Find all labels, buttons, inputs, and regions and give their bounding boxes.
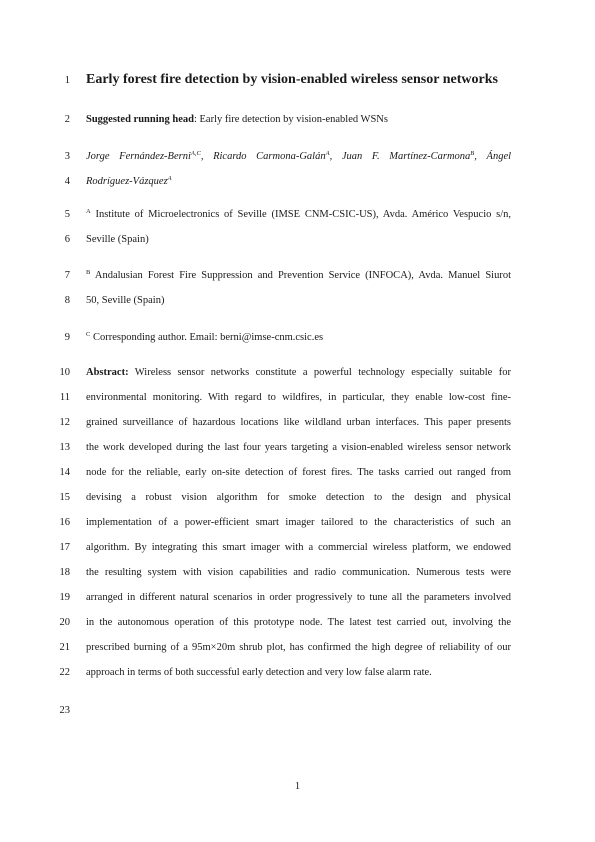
line-number: 12 xyxy=(59,417,70,428)
line-number: 2 xyxy=(64,114,70,125)
line-number: 21 xyxy=(59,642,70,653)
abstract-line: arranged in different natural scenarios in order progressively to tune all the parameters involved xyxy=(86,592,511,603)
affiliation-continued: 50, Seville (Spain) xyxy=(86,295,165,306)
author: Ricardo Carmona-Galán$^A$, xyxy=(213,150,333,162)
line-number: 19 xyxy=(59,592,70,603)
line-number: 6 xyxy=(64,234,70,245)
line-number: 4 xyxy=(64,176,70,187)
line-number: 3 xyxy=(64,151,70,162)
author: Ángel xyxy=(486,151,512,162)
affiliation: $^A$ Institute of Microelectronics of Seville (IMSE CNM-CSIC-US), Avda. Américo Vespucio s/n, xyxy=(86,208,512,220)
corresponding-author: $^C$ Corresponding author. Email: berni@imse-cnm.csic.es xyxy=(86,331,324,343)
line-number: 20 xyxy=(59,617,70,628)
author: Juan F. Martínez-Carmona$^B$, xyxy=(341,150,477,162)
line-number: 17 xyxy=(59,542,70,553)
abstract-line: Abstract: Wireless sensor networks constitute a powerful technology especially suitable for xyxy=(86,367,511,378)
page-number: 1 xyxy=(294,781,301,792)
running-head-label: Suggested running head xyxy=(86,114,194,125)
abstract-line: the work developed during the last four years targeting a vision-enabled wireless sensor network xyxy=(86,442,511,453)
line-number: 23 xyxy=(59,705,70,716)
line-number: 14 xyxy=(59,467,70,478)
line-number: 10 xyxy=(59,367,70,378)
abstract-label: Abstract: xyxy=(86,367,129,378)
author-list-continued: Rodríguez-Vázquez$^A$ xyxy=(86,175,172,187)
abstract-line: algorithm. By integrating this smart imager with a commercial wireless platform, we endowed xyxy=(86,542,511,553)
abstract-line: grained surveillance of hazardous locations like wildland urban interfaces. This paper presents xyxy=(86,417,511,428)
line-number: 13 xyxy=(59,442,70,453)
line-number: 11 xyxy=(59,392,70,403)
abstract-line: approach in terms of both successful early detection and very low false alarm rate. xyxy=(86,667,432,678)
line-number: 18 xyxy=(59,567,70,578)
abstract-line: devising a robust vision algorithm for smoke detection to the design and physical xyxy=(86,492,511,503)
line-number: 1 xyxy=(64,75,70,86)
line-number: 16 xyxy=(59,517,70,528)
running-head-text: : Early fire detection by vision-enabled WSNs xyxy=(193,114,388,125)
line-number: 15 xyxy=(59,492,70,503)
abstract-line: the resulting system with vision capabilities and radio communication. Numerous tests were xyxy=(86,567,511,578)
paper-title: Early forest fire detection by vision-enabled wireless sensor networks xyxy=(86,72,498,87)
running-head xyxy=(86,113,511,127)
affiliation: $^B$ Andalusian Forest Fire Suppression and Prevention Service (INFOCA), Avda. Manuel Siurot xyxy=(86,269,512,281)
line-number: 22 xyxy=(59,667,70,678)
line-number: 9 xyxy=(64,332,70,343)
abstract-line: node for the reliable, early on-site detection of forest fires. The tasks carried out ranged from xyxy=(86,467,511,478)
line-number: 5 xyxy=(64,209,70,220)
author-list xyxy=(86,150,511,164)
author: Jorge Fernández-Berni$^{A,C}$, xyxy=(86,150,204,162)
affiliation-continued: Seville (Spain) xyxy=(86,234,149,245)
abstract-line: implementation of a power-efficient smart imager tailored to the characteristics of such an xyxy=(86,517,511,528)
line-number: 7 xyxy=(64,270,70,281)
abstract-line: prescribed burning of a 95m×20m shrub plot, has confirmed the high degree of reliability of our xyxy=(86,642,511,653)
abstract-line: in the autonomous operation of this prototype node. The latest test carried out, involving the xyxy=(86,617,511,628)
abstract-line: environmental monitoring. With regard to wildfires, in particular, they enable low-cost fine- xyxy=(86,392,511,403)
line-number: 8 xyxy=(64,295,70,306)
